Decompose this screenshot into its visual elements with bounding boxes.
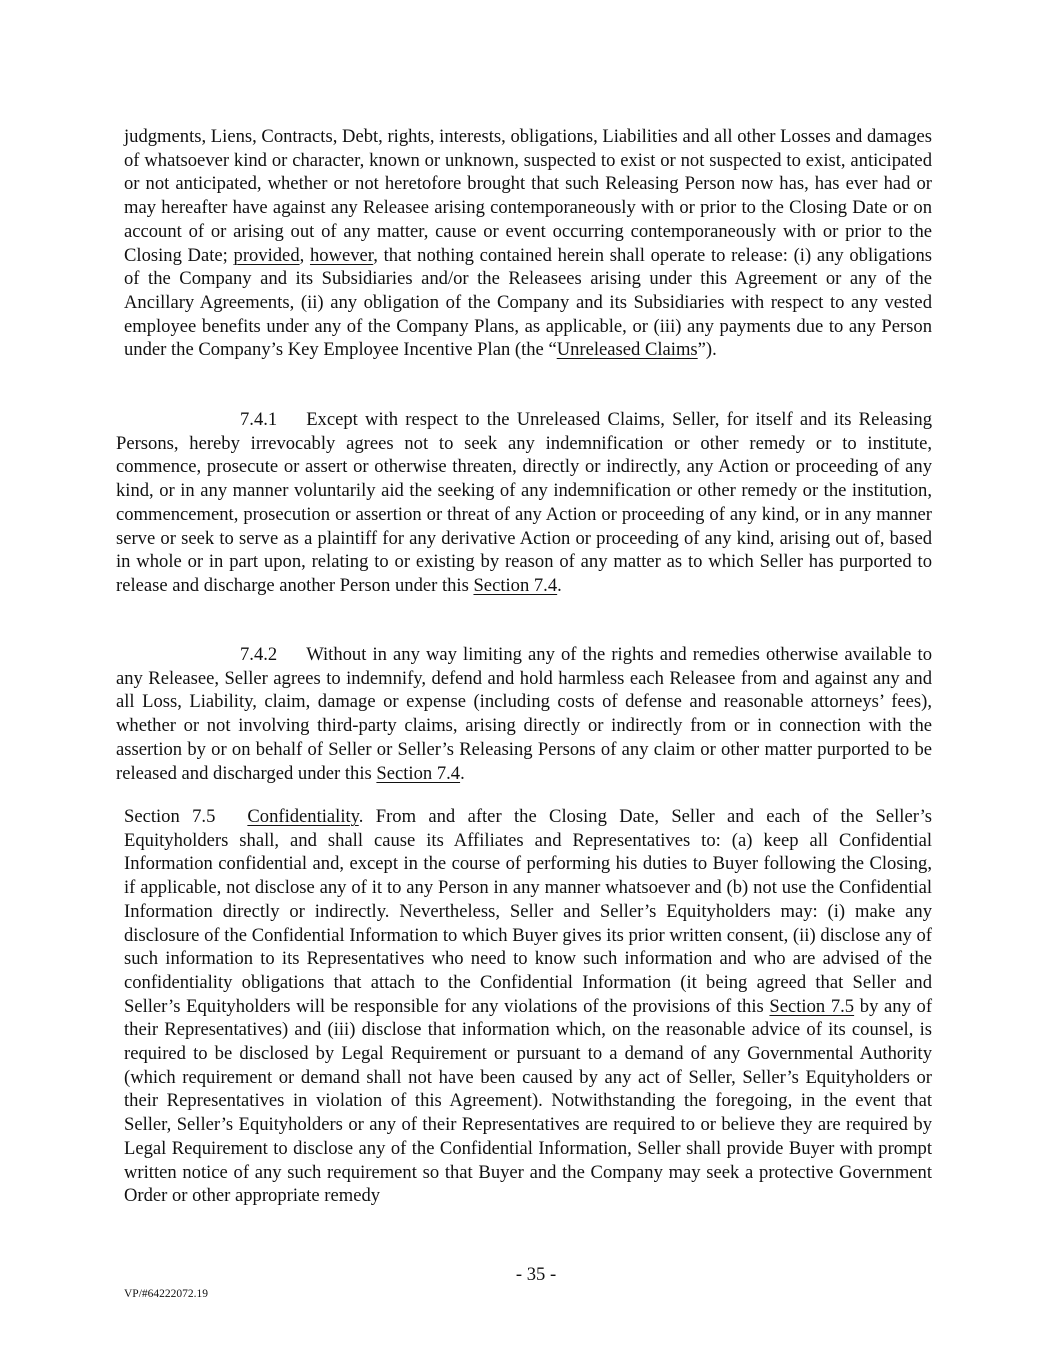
section-7-4-2-text-a: Without in any way limiting any of the rights and remedies otherwise available to any Releasee, Seller agrees to indemnify, defend and hold harmless each Releasee from and against any and all Loss, Liability, claim, damage or expense (including costs of defense and reasonable attorneys’ fees), whether or not involving third-party claims, arising directly or indirectly from or in connection with the assertion by or on behalf of Seller or Seller’s Releasing Persons of any claim or other matter purported to be released and discharged under this: [116, 644, 932, 784]
provided-term: provided: [233, 244, 300, 266]
release-paragraph: [124, 125, 932, 362]
section-7-5-ref-link[interactable]: Section 7.5: [769, 995, 855, 1017]
section-7-4-1-text-b: .: [557, 574, 562, 596]
section-7-4-1-text-a: Except with respect to the Unreleased Claims, Seller, for itself and its Releasing Persons, hereby irrevocably agrees not to seek any indemnification or other remedy or to institute, commence, prosecute or assert or otherwise threaten, directly or indirectly, any Action or proceeding of any kind, or in any manner voluntarily aid the seeking of any indemnification or other remedy or the institution, commencement, prosecution or assertion or threat of any Action or proceeding of any kind, or in any manner serve or seek to serve as a plaintiff for any derivative Action or proceeding of any kind, arising out of, based in whole or in part upon, relating to or existing by reason of any matter as to which Seller has purported to release and discharge another Person under this: [116, 409, 932, 596]
section-7-5-text-b: by any of their Representatives) and (iii) disclose that information which, on the reasonable advice of its counsel, is required to be disclosed by Legal Requirement or pursuant to a demand of any Governmental Authority (which requirement or demand shall not have been caused by any act of Seller, Seller’s Equityholders or their Representatives in violation of this Agreement). Notwithstanding the foregoing, in the event that Seller, Seller’s Equityholders or any of their Representatives are required to or believe they are required by Legal Requirement to disclose any of the Confidential Information, Seller shall provide Buyer with prompt written notice of any such requirement so that Buyer and the Company may seek a protective Government Order or other appropriate remedy: [124, 995, 933, 1207]
section-7-5-text-a: . From and after the Closing Date, Seller and each of the Seller’s Equityholders shall, and shall cause its Affiliates and Representatives to: (a) keep all Confidential Information confidential and, except in the course of performing his duties to Buyer following the Closing, if applicable, not disclose any of it to any Person in any manner whatsoever and (b) not use the Confidential Information directly or indirectly. Nevertheless, Seller and Seller’s Equityholders may: (i) make any disclosure of the Confidential Information to which Buyer gives its prior written consent, (ii) disclose any of such information to its Representatives who need to know such information and who are advised of the confidentiality obligations that attach to the Confidential Information (it being agreed that Seller and Seller’s Equityholders will be responsible for any violations of the provisions of this: [124, 806, 933, 1017]
section-7-4-ref-link-2[interactable]: Section 7.4: [376, 762, 461, 784]
section-7-4-1: [116, 408, 932, 598]
section-7-4-ref-link[interactable]: Section 7.4: [473, 574, 558, 596]
section-7-4-2-number: 7.4.2: [240, 644, 278, 665]
document-id: VP/#64222072.19: [124, 1288, 209, 1300]
section-7-5: [124, 805, 932, 1208]
section-7-5-heading: Confidentiality: [247, 806, 359, 827]
section-7-4-1-number: 7.4.1: [240, 409, 278, 430]
release-text-a: judgments, Liens, Contracts, Debt, rights, interests, obligations, Liabilities and all other Losses and damages of whatsoever kind or character, known or unknown, suspected to exist or not suspected to exist, anticipated or not anticipated, whether or not heretofore brought that such Releasing Person now has, has ever had or may hereafter have against any Releasee arising contemporaneously with or prior to the Closing Date or on account of or arising out of any matter, cause or event occurring contemporaneously with or prior to the Closing Date;: [124, 126, 932, 266]
release-comma: ,: [299, 244, 310, 266]
section-7-5-label: Section 7.5: [124, 806, 216, 827]
section-7-4-2-text-b: .: [460, 762, 465, 784]
release-text-b: , that nothing contained herein shall operate to release: (i) any obligations of the Company and its Subsidiaries and/or the Releasees arising under this Agreement or any of the Ancillary Agreements, (ii) any obligation of the Company and its Subsidiaries with respect to any vested employee benefits under any of the Company Plans, as applicable, or (iii) any payments due to any Person under the Company’s Key Employee Incentive Plan (the “: [124, 244, 933, 361]
section-7-4-2: [116, 643, 932, 785]
however-term: however: [309, 244, 374, 266]
page-number: - 35 -: [515, 1264, 557, 1285]
unreleased-claims-term: Unreleased Claims: [556, 339, 698, 361]
release-text-c: ”).: [697, 339, 717, 361]
